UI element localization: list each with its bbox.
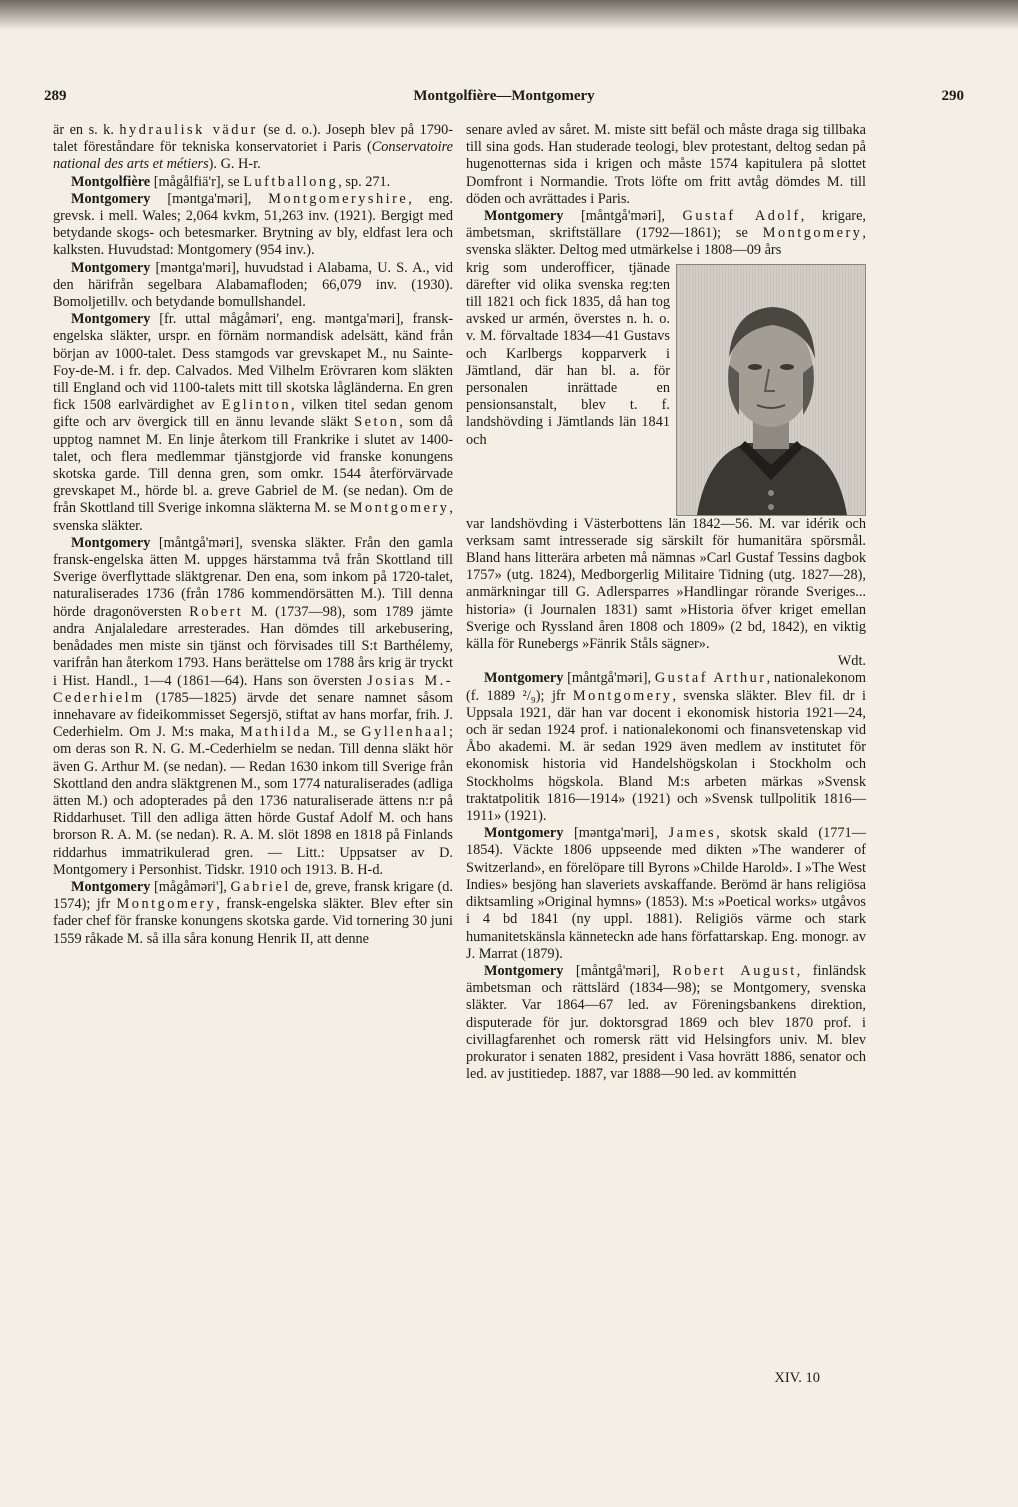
article-text: Robert: [189, 603, 244, 620]
article-text: [mågåməri'],: [150, 878, 231, 895]
article-text: Gabriel: [230, 878, 291, 895]
right-column: [466, 122, 866, 1083]
article-text: [måntgå'məri],: [563, 670, 655, 687]
article-text: krig som underofficer, tjänade därefter vid olika svenska reg:ten till 1821 och fick 1835, då han tog avsked ur armén, överstes n. h. o. v. M. förvaltade 1834—41 Gustavs och Karlbergs kopparverk i Jämtland, där han bl. a. för personalen inrättade en pensionsanstalt, blev t. f. landshövding i Jämtlands län 1841 och: [466, 259, 670, 448]
article-text: , finländsk ämbetsman och rättslärd (1834—98); se Montgomery, svenska släkter. Var 1864—67 led. av Föreningsbankens direktion, disputerade för jur. doktorsgrad 1869 och blev 1870 prof. i civillagfarenhet och romersk rätt vid Helsingfors univ. M. blev prokurator i senaten 1882, president i Vasa hovrätt 1886, senator och led. av justitiedep. 1887, var 1888—90 led. av kommittén: [466, 962, 866, 1083]
left-page-number: 289: [44, 88, 67, 104]
headword: Montgolfière: [71, 173, 151, 190]
article-text: [måntgå'məri],: [563, 208, 683, 225]
article-paragraph: [53, 879, 453, 948]
article-text: Montgomery: [572, 687, 673, 704]
article-text: Seton: [354, 414, 400, 431]
scan-edge-shadow: [0, 0, 1018, 30]
article-text: Montgomeryshire: [268, 190, 409, 207]
article-paragraph: [466, 516, 866, 671]
article-text: [måntgå'məri], svenska släkter. Från den gamla fransk-engelska ätten M. uppges härstamma två från Skottland till Sverige överflyttade släktgrenar. Den ena, som inkom på 1720-talet, naturaliserades 1736 (från 1786 kommendörsätten M.). Till denna hörde dragonöversten: [53, 534, 453, 620]
headword: Montgomery: [484, 208, 564, 225]
article-text: var landshövding i Västerbottens län 1842—56. M. var idérik och verksam samt intresserade sig särskilt för humanitära spörsmål. Bland hans litterära arbeten må nämnas »Carl Gustaf Tessins dagbok 1757» (utg. 1824), Medborgerlig Militaire Tidning (utg. 1827—28), anmärkningar till G. Adlersparres »Handlingar rörande Sveriges... historia» (i Journalen 1831) samt »Historia öfver kriget emellan Sverige och Ryssland åren 1808 och 1809» (2 bd, 1842), en viktig källa för Runebergs »Fänrik Ståls sägner».: [466, 515, 866, 653]
article-text: , krigare, ämbetsman, skriftställare (1792—1861); se: [466, 208, 866, 242]
article-text: , svenska släkter. Blev fil. dr i Uppsala 1921, där han var docent i ekonomisk historia 1921—24, och är sedan 1924 prof. i nationalekonomi och finansvetenskap vid Åbo akademi. M. är sedan 1929 även medlem av institutet för ekonomisk historia vid Handelshögskolan i Stockholm och Stockholms högskola. Bland M:s arbeten märkas »Svensk traktatpolitik 1816—1914» (1921) och »Svensk tullpolitik 1816—1911» (1921).: [466, 687, 866, 825]
article-text: de, greve, fransk krigare (d. 1574); jfr: [53, 878, 453, 913]
article-text: , fransk-engelska släkter. Blev efter sin fader chef för franske konungens skotska garde. Vid tornering 30 juni 1559 råkade M. så illa såra konung Henrik II, att denne: [53, 896, 453, 947]
headword: Montgomery: [71, 311, 151, 328]
article-text: , som då upptog namnet M. En linje återkom till Frankrike i slutet av 1400-talet, och flera medlemmar tjänstgjorde vid franske konungens skotska garde. Till denna gren, som omkr. 1544 återförvärvade grevskapet M., hörde bl. a. greve Gabriel de M. (se nedan). Om de från Skottland till Sverige inkomna släkterna M. se: [53, 414, 453, 517]
right-page-number: 290: [941, 88, 964, 104]
article-text: Eglinton: [221, 397, 291, 414]
article-text: Mathilda: [240, 724, 312, 741]
article-text: [måntgå'məri],: [563, 962, 673, 979]
article-paragraph: [466, 260, 670, 449]
article-text: [mågålfiä'r], se: [150, 173, 244, 190]
article-paragraph: [53, 260, 453, 312]
left-column: [53, 122, 453, 948]
headword: Montgomery: [71, 534, 151, 551]
article-text: , vilken titel sedan genom gifte och arv övergick till en ännu levande släkt: [53, 397, 453, 431]
article-text: ; om deras son R. N. G. M.-Cederhielm se nedan. Till denna släkt hör även G. Arthur M. (se nedan). — Redan 1630 inkom till Sverige från Skottland den andra släktgrenen M., som 1774 naturaliserades (adliga ätten M.) och adopterades på den 1736 naturaliserade ättens n:r på Riddarhuset. Till den adliga ätten hörde Gustaf Adolf M. och hans brorson R. A. M. (se nedan). R. A. M. slöt 1898 en 1818 på Finlands riddarhus immatrikulerad gren. — Litt.: Uppsatser av D. Montgomery i Personhist. Tidskr. 1910 och 1913. B. H-d.: [53, 724, 453, 878]
running-title: Montgolfière—Montgomery: [413, 88, 595, 104]
article-text: Luftballong: [243, 173, 339, 190]
article-paragraph: [53, 535, 453, 879]
article-paragraph: [53, 122, 453, 174]
article-text: , nationalekonom (f. 1889 ²/₉); jfr: [466, 670, 866, 704]
right-top-text: [466, 122, 866, 260]
article-text: Robert August: [672, 962, 797, 979]
article-paragraph: [466, 670, 866, 825]
article-text: Conservatoire national des arts et métiers: [53, 139, 453, 173]
article-text: ). G. H-r.: [208, 156, 261, 173]
article-text: , eng. grevsk. i mell. Wales; 2,064 kvkm, 51,263 inv. (1921). Bergigt med betydande skogs- och betesmarker. Brytning av bly, eldfast lera och kalksten. Huvudstad: Montgomery (954 inv.).: [53, 190, 453, 259]
article-text: Montgomery: [349, 500, 450, 517]
article-paragraph: [466, 122, 866, 208]
article-text: [məntga'məri], huvudstad i Alabama, U. S. A., vid den härifrån segelbara Alabamafloden; 66,079 inv. (1930). Bomoljetillv. och betydande bomullshandel.: [53, 259, 453, 311]
headword: Montgomery: [71, 190, 151, 207]
article-text: M. (1737—98), som 1789 jämte andra Anjalaledare arresterades. Han dömdes till arkebusering, benådades men miste sin tjänst och förvisades till S:t Barthélemy, varifrån han återkom 1793. Hans berättelse om 1788 års krig är tryckt i Hist. Handl., 1—4 (1861—64). Hans son översten: [53, 603, 453, 689]
article-text: , skotsk skald (1771—1854). Väckte 1806 uppseende med dikten »The wanderer of Switzerland», en förelöpare till Byrons »Childe Harold». I »The West Indies» besjöng han slaveriets avskaffande. Berömd är hans religiösa diktsamling »Original hymns» (1853). M:s »Poetical works» utgåvos i 4 bd 1841 (ny uppl. 1881). Religiös värme och stark humanitetskänsla känneteckn ade hans författarskap. Eng. monogr. av J. Marrat (1879).: [466, 825, 866, 962]
article-text: , sp. 271.: [338, 173, 391, 190]
article-paragraph: [466, 825, 866, 963]
article-text: Gustaf Adolf: [682, 208, 801, 225]
article-paragraph: [466, 963, 866, 1083]
article-text: Gustaf Arthur: [654, 670, 767, 687]
headword: Montgomery: [484, 962, 564, 979]
author-signature: Wdt.: [837, 653, 866, 670]
article-text: Josias M.-Cederhielm: [53, 672, 453, 706]
article-text: senare avled av såret. M. miste sitt befäl och måste draga sig tillbaka till sina gods. Han studerade teologi, blev protestant, deltog sedan på hugenotternas sida i krigen och måste 1574 kapitulera på slottet Domfront i Normandie. Trots löfte om fritt avtåg dömdes M. till döden och avrättades i Paris.: [466, 122, 866, 207]
article-text: [fr. uttal mågåməri', eng. məntga'məri], fransk-engelska släkter, urspr. en förnäm normandisk adelsätt, känd från början av 1000-talet. Dess stamgods var grevskapet M., nu Sainte-Foy-de-M. i fr. dep. Calvados. Med Vilhelm Erövraren kom släkten till England och vid 1100-talets mitt till skotska lågländerna. En gren fick 1508 earlvärdighet av: [53, 311, 453, 414]
wrapped-text: [466, 260, 670, 516]
article-paragraph: [53, 311, 453, 535]
article-text: (1785—1825) ärvde det senare namnet såsom innehavare av fideikommisset Segersjö, stiftat av hans morfar, frih. J. Cederhielm. Om J. M:s maka,: [53, 689, 453, 741]
article-text: hydraulisk vädur: [119, 122, 258, 138]
signature-mark: XIV. 10: [774, 1370, 820, 1386]
article-text: , svenska släkter.: [53, 500, 453, 534]
running-header: [44, 88, 964, 112]
article-paragraph: [53, 174, 453, 191]
headword: Montgomery: [484, 825, 564, 842]
article-text: [məntga'məri],: [563, 825, 669, 842]
portrait-icon: [677, 265, 865, 515]
headword: Montgomery: [71, 878, 151, 895]
portrait-image: [676, 264, 866, 516]
headword: Montgomery: [71, 259, 151, 276]
article-paragraph: [466, 208, 866, 260]
article-text: James: [668, 825, 717, 842]
article-text: (se d. o.). Joseph blev på 1790-talet föreståndare för tekniska konservatoriet i Paris (: [53, 122, 453, 156]
right-bottom-text: [466, 516, 866, 1084]
article-text: Gyllenhaal: [361, 724, 450, 741]
article-paragraph: [53, 191, 453, 260]
portrait-wrap: [466, 260, 866, 516]
article-text: är en s. k.: [53, 122, 120, 138]
article-text: Montgomery: [762, 225, 863, 242]
article-text: M., se: [311, 724, 362, 741]
article-text: [məntga'məri],: [150, 190, 269, 207]
article-text: , svenska släkter. Deltog med utmärkelse i 1808—09 års: [466, 225, 866, 259]
headword: Montgomery: [484, 670, 564, 687]
article-text: Montgomery: [116, 896, 217, 913]
